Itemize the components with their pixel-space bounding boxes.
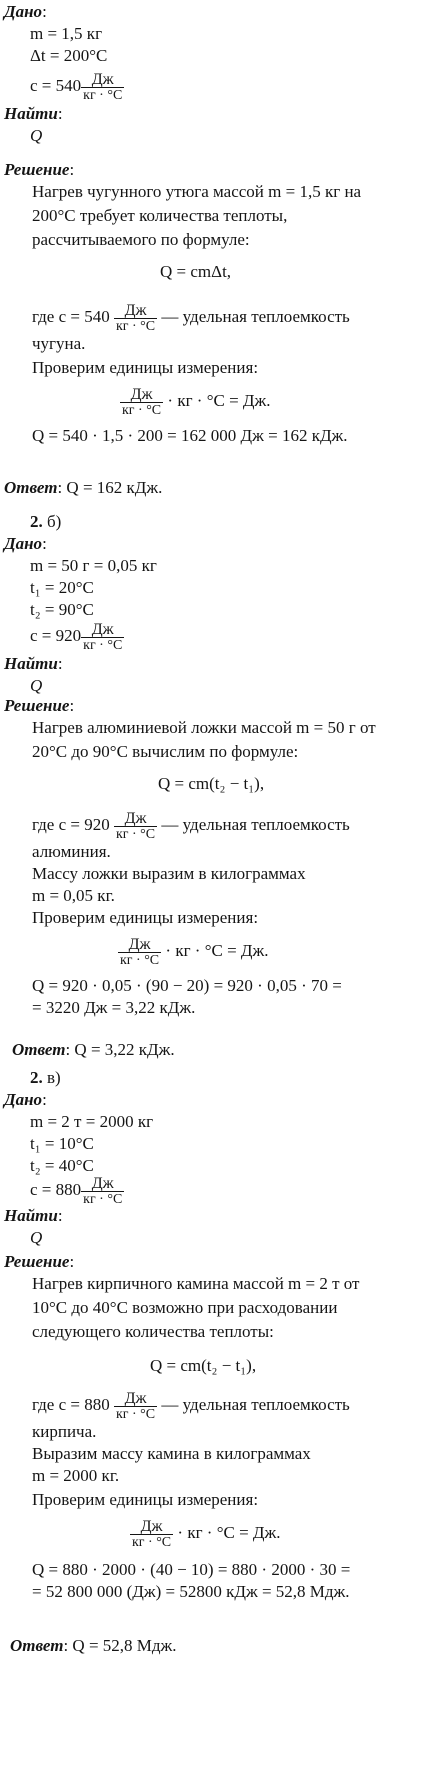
formula: Q = cm(t₂ − t₁), (158, 774, 265, 793)
solution-text: Нагрев чугунного утюга массой m = 1,5 кг на (32, 182, 362, 201)
given-initial-temp: t₁ = 10°C (30, 1134, 94, 1153)
solution-text: Нагрев алюминиевой ложки массой m = 50 г от (32, 718, 376, 737)
given-specific-heat: c = 920 $\frac{Дж}{кг \cdot ^\circ C}$ (30, 620, 123, 653)
unit-check: $\frac{Дж}{кг \cdot ^\circ C}$ · кг · °C = Дж. (120, 935, 269, 968)
given-mass: m = 50 г = 0,05 кг (30, 556, 157, 575)
unit-check: $\frac{Дж}{кг \cdot ^\circ C}$ · кг · °C = Дж. (132, 1517, 281, 1550)
unit-check-heading: Проверим единицы измерения: (32, 358, 259, 377)
given-final-temp: t₂ = 40°C (30, 1156, 94, 1175)
mass-conversion: m = 2000 кг. (32, 1466, 120, 1485)
calculation: Q = 880 · 2000 · (40 − 10) = 880 · 2000 · 30 = (32, 1560, 351, 1579)
given-mass: m = 1,5 кг (30, 24, 103, 43)
specific-heat-note-cont: алюминия. (32, 842, 111, 861)
solution-heading: Решение: (4, 696, 75, 715)
unit-check-heading: Проверим единицы измерения: (32, 1490, 259, 1509)
given-mass: m = 2 т = 2000 кг (30, 1112, 154, 1131)
solution-text: следующего количества теплоты: (32, 1322, 274, 1341)
specific-heat-note-cont: чугуна. (32, 334, 86, 353)
solution-heading: Решение: (4, 160, 75, 179)
solution-text: 200°C требует количества теплоты, (32, 206, 288, 225)
find-quantity: Q (30, 126, 43, 145)
find-quantity: Q (30, 676, 43, 695)
formula: Q = cm(t₂ − t₁), (150, 1356, 257, 1375)
specific-heat-note: где c = 880 $\frac{Дж}{кг \cdot ^\circ C}$ — удельная теплоемкость (32, 1389, 350, 1422)
solution-text: рассчитываемого по формуле: (32, 230, 250, 249)
given-specific-heat: c = 880 $\frac{Дж}{кг \cdot ^\circ C}$ (30, 1174, 123, 1207)
calculation: Q = 540 · 1,5 · 200 = 162 000 Дж = 162 кДж. (32, 426, 348, 445)
mass-conversion: Выразим массу камина в килограммах (32, 1444, 311, 1463)
mass-conversion: m = 0,05 кг. (32, 886, 115, 905)
find-heading: Найти: (4, 104, 63, 123)
calculation: Q = 920 · 0,05 · (90 − 20) = 920 · 0,05 · 70 = (32, 976, 342, 995)
find-heading: Найти: (4, 1206, 63, 1225)
given-initial-temp: t₁ = 20°C (30, 578, 94, 597)
given-heading: Дано: (4, 2, 47, 21)
specific-heat-note-cont: кирпича. (32, 1422, 97, 1441)
given-heading: Дано: (4, 1090, 47, 1109)
calculation: = 52 800 000 (Дж) = 52800 кДж = 52,8 Мдж. (32, 1582, 350, 1601)
specific-heat-note: где c = 920 $\frac{Дж}{кг \cdot ^\circ C}$ — удельная теплоемкость (32, 809, 350, 842)
given-temp-change: Δt = 200°C (30, 46, 108, 65)
solution-text: 20°C до 90°C вычислим по формуле: (32, 742, 299, 761)
unit-check-heading: Проверим единицы измерения: (32, 908, 259, 927)
formula: Q = cmΔt, (160, 262, 232, 281)
unit-check: $\frac{Дж}{кг \cdot ^\circ C}$ · кг · °C = Дж. (122, 385, 271, 418)
mass-conversion: Массу ложки выразим в килограммах (32, 864, 306, 883)
problem-header: 2. в) (30, 1068, 61, 1087)
specific-heat-note: где c = 540 $\frac{Дж}{кг \cdot ^\circ C}$ — удельная теплоемкость (32, 301, 350, 334)
solution-text: 10°C до 40°C возможно при расходовании (32, 1298, 338, 1317)
find-heading: Найти: (4, 654, 63, 673)
solution-heading: Решение: (4, 1252, 75, 1271)
answer: Ответ: Q = 3,22 кДж. (12, 1040, 175, 1059)
problem-header: 2. б) (30, 512, 62, 531)
given-specific-heat: c = 540 $\frac{Дж}{кг \cdot ^\circ C}$ (30, 70, 123, 103)
find-quantity: Q (30, 1228, 43, 1247)
answer: Ответ: Q = 52,8 Мдж. (10, 1636, 177, 1655)
calculation: = 3220 Дж = 3,22 кДж. (32, 998, 196, 1017)
answer: Ответ: Q = 162 кДж. (4, 478, 163, 497)
given-final-temp: t₂ = 90°C (30, 600, 94, 619)
solution-text: Нагрев кирпичного камина массой m = 2 т от (32, 1274, 360, 1293)
given-heading: Дано: (4, 534, 47, 553)
